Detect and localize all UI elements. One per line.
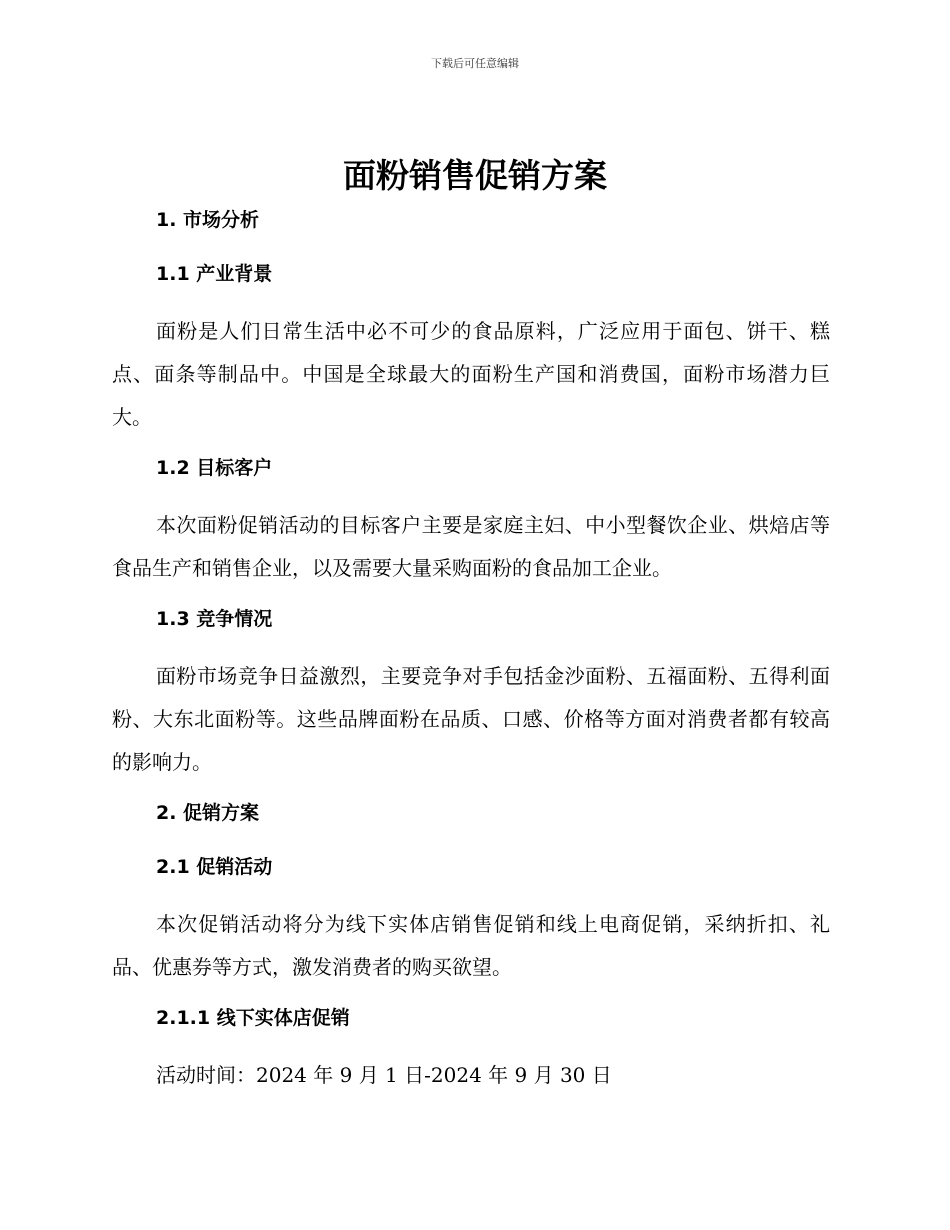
paragraph-promotion-activities: 本次促销活动将分为线下实体店销售促销和线上电商促销，采纳折扣、礼品、优惠券等方式，激发消费者的购买欲望。 bbox=[112, 912, 830, 979]
paragraph-industry-background: 面粉是人们日常生活中必不可少的食品原料，广泛应用于面包、饼干、糕点、面条等制品中。中国是全球最大的面粉生产国和消费国，面粉市场潜力巨大。 bbox=[112, 319, 830, 429]
section-heading-competition: 1.3 竞争情况 bbox=[156, 608, 273, 630]
paragraph-activity-time: 活动时间：2024 年 9 月 1 日-2024 年 9 月 30 日 bbox=[156, 1063, 612, 1087]
header-note: 下载后可任意编辑 bbox=[431, 57, 519, 70]
section-heading-market-analysis: 1. 市场分析 bbox=[156, 209, 260, 231]
document-body bbox=[112, 202, 830, 1108]
section-heading-promotion-plan: 2. 促销方案 bbox=[156, 802, 260, 824]
document-title: 面粉销售促销方案 bbox=[343, 156, 607, 195]
section-heading-offline-promotion: 2.1.1 线下实体店促销 bbox=[156, 1007, 350, 1029]
paragraph-target-customers: 本次面粉促销活动的目标客户主要是家庭主妇、中小型餐饮企业、烘焙店等食品生产和销售企业，以及需要大量采购面粉的食品加工企业。 bbox=[112, 513, 830, 580]
section-heading-target-customers: 1.2 目标客户 bbox=[156, 457, 273, 479]
section-heading-industry-background: 1.1 产业背景 bbox=[156, 263, 273, 285]
paragraph-competition: 面粉市场竞争日益激烈，主要竞争对手包括金沙面粉、五福面粉、五得利面粉、大东北面粉等。这些品牌面粉在品质、口感、价格等方面对消费者都有较高的影响力。 bbox=[112, 664, 830, 774]
section-heading-promotion-activities: 2.1 促销活动 bbox=[156, 856, 273, 878]
